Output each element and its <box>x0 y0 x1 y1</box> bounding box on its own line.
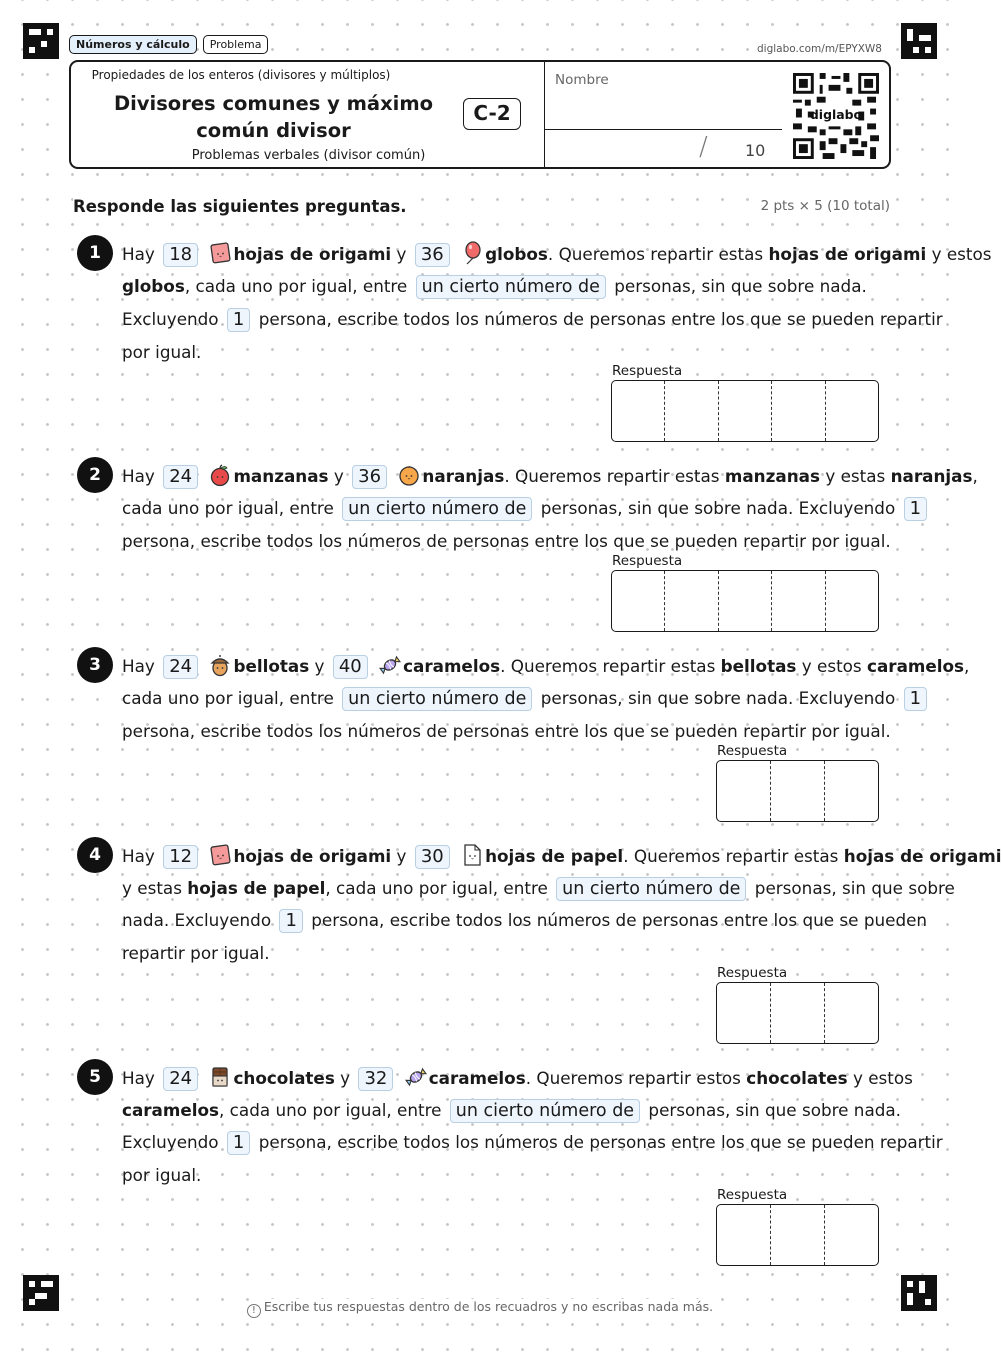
origami-paper-icon <box>208 843 232 867</box>
qr-brand-label: diglabo <box>809 106 863 122</box>
answer-label: Respuesta <box>612 363 683 379</box>
header-subtitle: Problemas verbales (divisor común) <box>191 148 426 163</box>
question-2-line-2: cada uno por igual, entre un cierto número de personas, sin que sobre nada. Excluyendo 1 <box>122 496 930 521</box>
phrase-box: un cierto número de <box>342 497 532 521</box>
number-box: 32 <box>358 1067 393 1091</box>
answer-label: Respuesta <box>717 1187 788 1203</box>
question-3-line-1: Hay 24 bellotas y 40 caramelos. Queremos repartir estas bellotas y estos caramelos, <box>122 653 969 679</box>
question-2-line-1: Hay 24 manzanas y 36 naranjas. Queremos repartir estas manzanas y estas naranjas, <box>122 463 978 489</box>
phrase-box: un cierto número de <box>450 1099 640 1123</box>
name-field-label: Nombre <box>555 72 609 88</box>
answer-cell[interactable] <box>772 571 825 631</box>
worksheet-header <box>69 60 891 169</box>
answer-cell[interactable] <box>665 381 718 441</box>
answer-cell[interactable] <box>665 571 718 631</box>
question-4-line-1: Hay 12 hojas de origami y 30 hojas de papel. Queremos repartir estas hojas de origami <box>122 843 1002 869</box>
question-5-line-2: caramelos, cada uno por igual, entre un cierto número de personas, sin que sobre nada. <box>122 1100 902 1121</box>
answer-cell[interactable] <box>825 1205 878 1265</box>
answer-cell[interactable] <box>612 381 665 441</box>
header-divider <box>545 129 782 130</box>
answer-cell[interactable] <box>717 761 771 821</box>
answer-label: Respuesta <box>717 965 788 981</box>
number-box: 40 <box>333 655 368 679</box>
corner-marker-top-right <box>901 23 937 59</box>
question-5-line-3: Excluyendo 1 persona, escribe todos los números de personas entre los que se pueden repartir <box>122 1132 943 1153</box>
question-4-line-4: repartir por igual. <box>122 943 270 963</box>
category-tags <box>69 35 268 54</box>
question-number-3: 3 <box>77 647 113 683</box>
question-2-line-3: persona, escribe todos los números de personas entre los que se pueden repartir por igual. <box>122 531 891 551</box>
origami-paper-icon <box>208 241 232 265</box>
answer-label: Respuesta <box>612 553 683 569</box>
candy-icon <box>378 653 402 677</box>
points-info: 2 pts × 5 (10 total) <box>760 198 890 214</box>
answer-box-5[interactable] <box>716 1204 879 1266</box>
answer-cell[interactable] <box>771 1205 825 1265</box>
answer-cell[interactable] <box>825 761 878 821</box>
question-number-4: 4 <box>77 837 113 873</box>
question-number-5: 5 <box>77 1059 113 1095</box>
answer-box-3[interactable] <box>716 760 879 822</box>
number-box: 24 <box>163 465 198 489</box>
answer-cell[interactable] <box>826 381 878 441</box>
answer-cell[interactable] <box>771 983 825 1043</box>
answer-cell[interactable] <box>825 983 878 1043</box>
number-box: 1 <box>904 497 927 521</box>
number-box: 1 <box>227 1131 250 1155</box>
answer-label: Respuesta <box>717 743 788 759</box>
answer-cell[interactable] <box>717 983 771 1043</box>
question-5-line-1: Hay 24 chocolates y 32 caramelos. Queremos repartir estos chocolates y estos <box>122 1065 913 1091</box>
candy-icon <box>404 1065 428 1089</box>
answer-cell[interactable] <box>717 1205 771 1265</box>
answer-box-2[interactable] <box>611 570 879 632</box>
question-number-2: 2 <box>77 457 113 493</box>
number-box: 24 <box>163 1067 198 1091</box>
number-box: 12 <box>163 845 198 869</box>
chocolate-icon <box>208 1065 232 1089</box>
corner-marker-top-left <box>23 23 59 59</box>
question-1-line-1: Hay 18 hojas de origami y 36 globos. Queremos repartir estas hojas de origami y estos <box>122 241 992 267</box>
question-3-line-3: persona, escribe todos los números de personas entre los que se pueden repartir por igual. <box>122 721 891 741</box>
answer-cell[interactable] <box>612 571 665 631</box>
number-box: 18 <box>163 243 198 267</box>
page-title: Divisores comunes y máximo común divisor <box>113 92 434 142</box>
question-4-line-2: y estas hojas de papel, cada uno por igual, entre un cierto número de personas, sin que sobre <box>122 878 955 899</box>
paper-sheet-icon <box>460 843 484 867</box>
answer-cell[interactable] <box>826 571 878 631</box>
number-box: 30 <box>415 845 450 869</box>
question-1-line-2: globos, cada uno por igual, entre un cierto número de personas, sin que sobre nada. <box>122 276 867 297</box>
qr-code-icon <box>793 73 879 159</box>
number-box: 24 <box>163 655 198 679</box>
orange-icon <box>397 463 421 487</box>
worksheet-url: diglabo.com/m/EPYXW8 <box>757 43 882 55</box>
question-3-line-2: cada uno por igual, entre un cierto número de personas, sin que sobre nada. Excluyendo 1 <box>122 686 930 711</box>
question-1-line-4: por igual. <box>122 342 202 362</box>
apple-icon <box>208 463 232 487</box>
number-box: 36 <box>352 465 387 489</box>
number-box: 1 <box>279 909 302 933</box>
question-4-line-3: nada. Excluyendo 1 persona, escribe todos los números de personas entre los que se pueden <box>122 910 928 931</box>
info-icon: ! <box>247 1304 261 1318</box>
acorn-icon <box>208 653 232 677</box>
answer-cell[interactable] <box>719 381 772 441</box>
number-box: 36 <box>415 243 450 267</box>
answer-cell[interactable] <box>771 761 825 821</box>
number-box: 1 <box>904 687 927 711</box>
worksheet-code-badge: C-2 <box>463 98 521 130</box>
tag-category: Números y cálculo <box>69 35 197 54</box>
answer-cell[interactable] <box>772 381 825 441</box>
answer-box-1[interactable] <box>611 380 879 442</box>
header-title-area <box>71 62 545 167</box>
phrase-box: un cierto número de <box>416 275 606 299</box>
phrase-box: un cierto número de <box>556 877 746 901</box>
phrase-box: un cierto número de <box>342 687 532 711</box>
instructions: Responde las siguientes preguntas. <box>73 197 407 216</box>
footer-note: ! Escribe tus respuestas dentro de los recuadros y no escribas nada más. <box>0 1299 960 1318</box>
question-1-line-3: Excluyendo 1 persona, escribe todos los números de personas entre los que se pueden repartir <box>122 309 943 330</box>
score-total: 10 <box>745 141 766 160</box>
score-slash: / <box>699 132 708 162</box>
number-box: 1 <box>227 308 250 332</box>
answer-cell[interactable] <box>719 571 772 631</box>
balloon-icon <box>460 241 484 265</box>
answer-box-4[interactable] <box>716 982 879 1044</box>
question-5-line-4: por igual. <box>122 1165 202 1185</box>
tag-type: Problema <box>203 35 269 54</box>
header-topic: Propiedades de los enteros (divisores y múltiplos) <box>91 68 391 82</box>
question-number-1: 1 <box>77 235 113 271</box>
